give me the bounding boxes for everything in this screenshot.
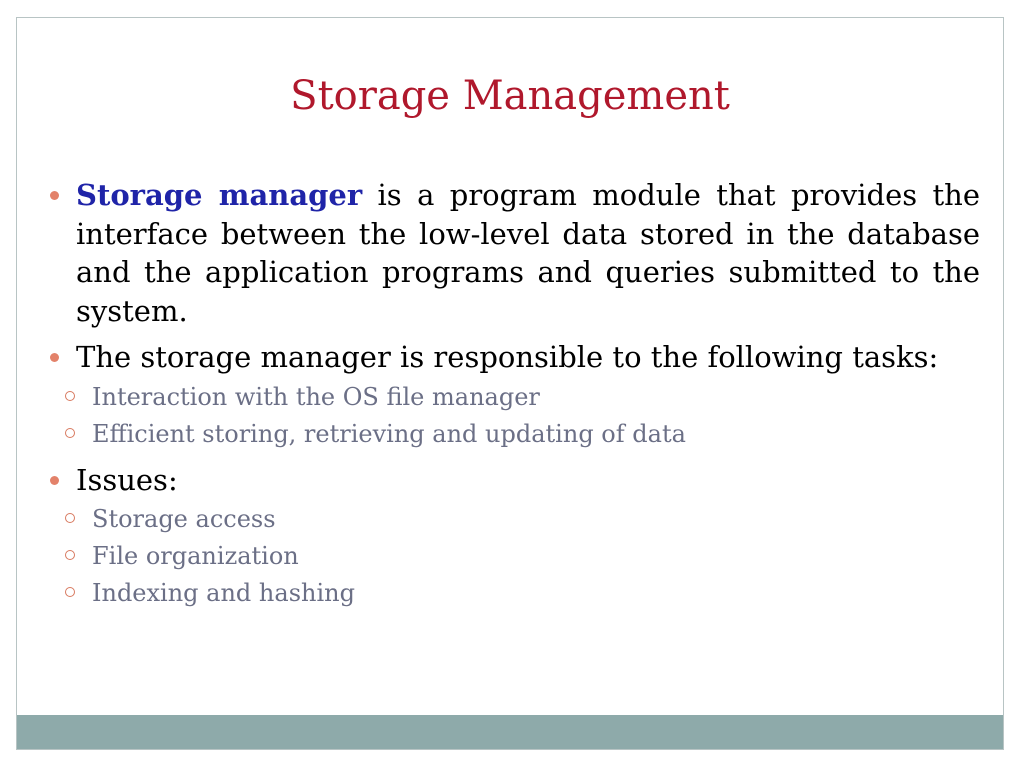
circle-bullet-icon <box>65 550 75 560</box>
bullet-text: is a program module that provides the interface between the low-level data stored in the database and the application programs and queries submitted to the system. <box>76 178 981 328</box>
footer-bar <box>17 715 1003 749</box>
bullet-item-issues <box>60 461 980 613</box>
bullet-item-storage-manager <box>60 176 980 330</box>
bullet-dot-icon <box>50 476 59 485</box>
highlight-term: Storage manager <box>76 178 363 212</box>
sub-list-tasks <box>76 379 980 453</box>
circle-bullet-icon <box>65 391 75 401</box>
circle-bullet-icon <box>65 513 75 523</box>
bullet-item-tasks <box>60 338 980 453</box>
sub-item <box>60 416 980 453</box>
bullet-text: The storage manager is responsible to the following tasks: <box>76 340 939 374</box>
sub-item-text: Indexing and hashing <box>92 579 355 607</box>
sub-item <box>60 379 980 416</box>
bullet-list <box>60 176 980 620</box>
sub-item <box>60 575 980 612</box>
bullet-text: Issues: <box>76 462 178 497</box>
sub-item-text: Storage access <box>92 505 276 533</box>
circle-bullet-icon <box>65 587 75 597</box>
slide-title: Storage Management <box>290 73 730 119</box>
sub-list-issues <box>76 501 980 612</box>
sub-item <box>60 538 980 575</box>
sub-item-text: Interaction with the OS file manager <box>92 382 540 411</box>
circle-bullet-icon <box>65 428 75 438</box>
bullet-dot-icon <box>50 353 59 362</box>
sub-item-text: Efficient storing, retrieving and updating of data <box>92 419 686 448</box>
sub-item-text: File organization <box>92 542 299 570</box>
bullet-dot-icon <box>50 191 59 200</box>
slide <box>16 17 1004 750</box>
sub-item <box>60 501 980 538</box>
